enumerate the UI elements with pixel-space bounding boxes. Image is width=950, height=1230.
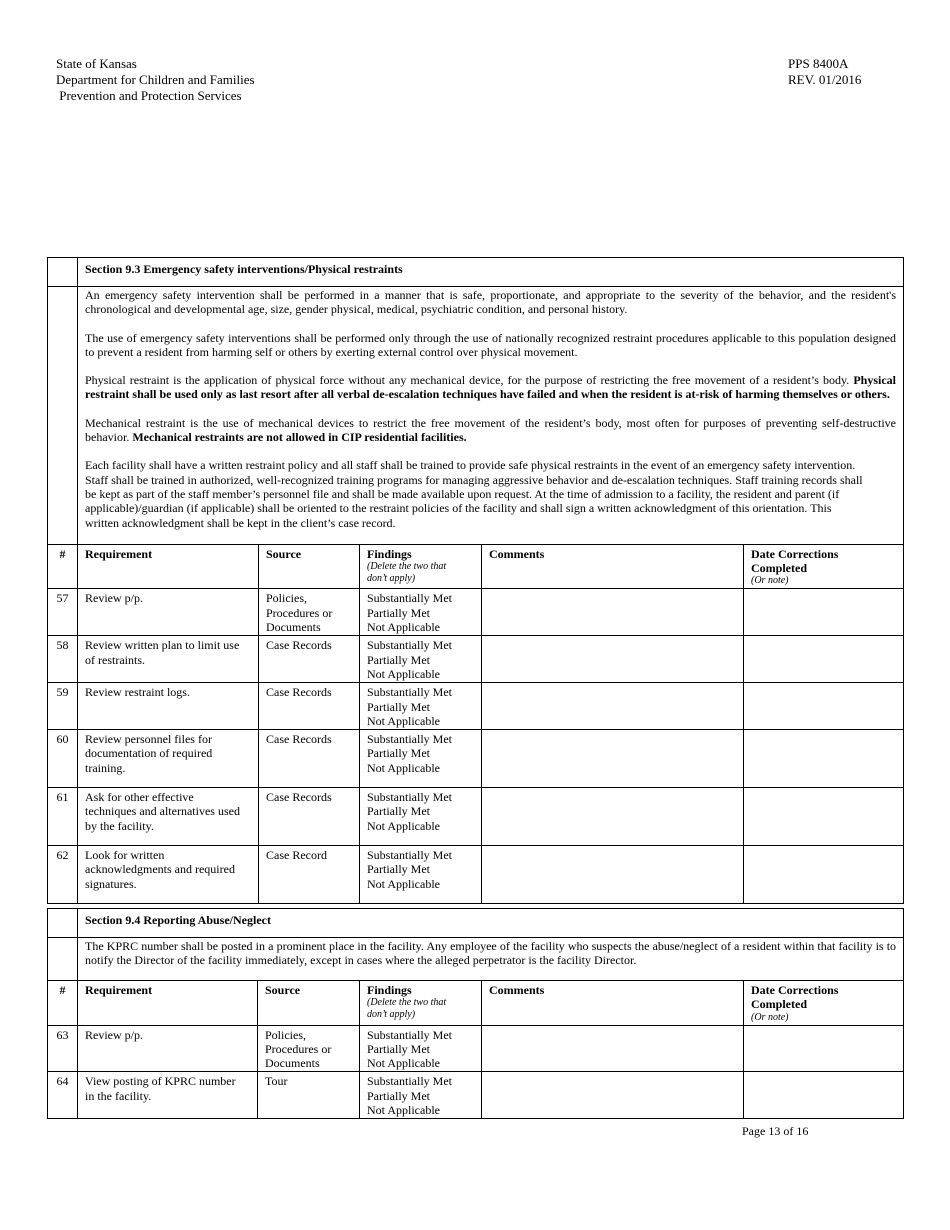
column-header-row: # Requirement Source Findings (Delete the two that don’t apply) Comments Date Corrections Completed (Or note): [48, 544, 904, 589]
date-cell[interactable]: [744, 788, 904, 846]
table-row: 64 View posting of KPRC number in the facility. Tour Substantially Met Partially Met Not Applicable: [48, 1072, 904, 1119]
header-right: [788, 56, 861, 88]
findings-cell[interactable]: Substantially Met Partially Met Not Applicable: [360, 683, 482, 730]
intro-paragraph-4: Mechanical restraint is the use of mechanical devices to restrict the free movement of the resident’s body, most often for purposes of preventing self-destructive behavior. Mechanical restraints are not allowed in CIP residential facilities.: [85, 415, 896, 445]
page-number: Page 13 of 16: [742, 1124, 809, 1138]
column-header-row: # Requirement Source Findings (Delete the two that don’t apply) Comments Date Corrections Completed (Or note): [48, 981, 904, 1026]
table-row: 58 Review written plan to limit use of restraints. Case Records Substantially Met Partially Met Not Applicable: [48, 636, 904, 683]
comments-cell[interactable]: [482, 846, 744, 904]
comments-cell[interactable]: [482, 636, 744, 683]
form-revision: REV. 01/2016: [788, 72, 862, 87]
header-division: Prevention and Protection Services: [56, 88, 242, 103]
table-row: 59 Review restraint logs. Case Records Substantially Met Partially Met Not Applicable: [48, 683, 904, 730]
section-9-3-title: Section 9.3 Emergency safety interventions/Physical restraints: [78, 258, 904, 287]
intro-paragraph-2: The use of emergency safety interventions shall be performed only through the use of nationally recognized restraint procedures applicable to this population designed to prevent a resident from harming self or others by exerting external control over physical movement.: [85, 330, 896, 359]
date-cell[interactable]: [744, 1072, 904, 1119]
comments-cell[interactable]: [482, 730, 744, 788]
comments-cell[interactable]: [482, 788, 744, 846]
section-9-4-intro: The KPRC number shall be posted in a prominent place in the facility. Any employee of the facility who suspects the abuse/neglect of a resident within that facility is to notify the Director of the facility immediately, except in cases where the alleged perpetrator is the facility Director.: [78, 938, 904, 981]
findings-cell[interactable]: Substantially Met Partially Met Not Applicable: [360, 636, 482, 683]
findings-cell[interactable]: Substantially Met Partially Met Not Applicable: [360, 846, 482, 904]
table-row: 61 Ask for other effective techniques and alternatives used by the facility. Case Records Substantially Met Partially Met Not Applicable: [48, 788, 904, 846]
table-row: 57 Review p/p. Policies, Procedures or Documents Substantially Met Partially Met Not Applicable: [48, 589, 904, 636]
date-cell[interactable]: [744, 683, 904, 730]
findings-cell[interactable]: Substantially Met Partially Met Not Applicable: [360, 1072, 482, 1119]
form-number: PPS 8400A: [788, 56, 849, 71]
section-9-3-intro: An emergency safety intervention shall be performed in a manner that is safe, proportionate, and appropriate to the severity of the behavior, and the resident's chronological and developmental age, size, gender physical, medical, psychiatric condition, and personal history. The use of emergency safety interventions shall be performed only through the use of nationally recognized restraint procedures applicable to this population designed to prevent a resident from harming self or others by exerting external control over physical movement. Physical restraint is the application of physical force without any mechanical device, for the purpose of restricting the free movement of a resident’s body. Physical restraint shall be used only as last resort after all verbal de-escalation techniques have failed and when the resident is at-risk of harming themselves or others. Mechanical restraint is the use of mechanical devices to restrict the free movement of the resident’s body, most often for purposes of preventing self-destructive behavior. Mechanical restraints are not allowed in CIP residential facilities. Each facility shall have a written restraint policy and all staff shall be trained to provide safe physical restraints in the event of an emergency safety intervention. Staff shall be trained in authorized, well-recognized training programs for managing aggressive behavior and de-escalation techniques. Staff training records shall be kept as part of the staff member’s personnel file and shall be made available upon request. At the time of admission to a facility, the resident and parent (if applicable)/guardian (if applicable) shall be oriented to the restraint policies of the facility and shall sign a written acknowledgment of this orientation. This written acknowledgment shall be kept in the client’s case record.: [78, 287, 904, 545]
table-row: 63 Review p/p. Policies, Procedures or Documents Substantially Met Partially Met Not Applicable: [48, 1025, 904, 1072]
findings-cell[interactable]: Substantially Met Partially Met Not Applicable: [360, 589, 482, 636]
header-state: State of Kansas: [56, 56, 137, 71]
header-department: Department for Children and Families: [56, 72, 255, 87]
section-9-3-table: [47, 257, 904, 904]
comments-cell[interactable]: [482, 683, 744, 730]
date-cell[interactable]: [744, 846, 904, 904]
date-cell[interactable]: [744, 589, 904, 636]
intro-paragraph-1: An emergency safety intervention shall be performed in a manner that is safe, proportionate, and appropriate to the severity of the behavior, and the resident's chronological and developmental age, size, gender physical, medical, psychiatric condition, and personal history.: [85, 288, 896, 317]
date-cell[interactable]: [744, 1025, 904, 1072]
section-9-4-title: Section 9.4 Reporting Abuse/Neglect: [78, 909, 904, 938]
section-9-4-table: [47, 908, 904, 1119]
table-row: 60 Review personnel files for documentation of required training. Case Records Substantially Met Partially Met Not Applicable: [48, 730, 904, 788]
findings-cell[interactable]: Substantially Met Partially Met Not Applicable: [360, 788, 482, 846]
comments-cell[interactable]: [482, 589, 744, 636]
comments-cell[interactable]: [482, 1025, 744, 1072]
findings-cell[interactable]: Substantially Met Partially Met Not Applicable: [360, 1025, 482, 1072]
findings-cell[interactable]: Substantially Met Partially Met Not Applicable: [360, 730, 482, 788]
table-row: 62 Look for written acknowledgments and required signatures. Case Record Substantially Met Partially Met Not Applicable: [48, 846, 904, 904]
header-left: [56, 56, 255, 104]
date-cell[interactable]: [744, 730, 904, 788]
intro-paragraph-3: Physical restraint is the application of physical force without any mechanical device, for the purpose of restricting the free movement of a resident’s body. Physical restraint shall be used only as last resort after all verbal de-escalation techniques have failed and when the resident is at-risk of harming themselves or others.: [85, 373, 896, 402]
comments-cell[interactable]: [482, 1072, 744, 1119]
date-cell[interactable]: [744, 636, 904, 683]
